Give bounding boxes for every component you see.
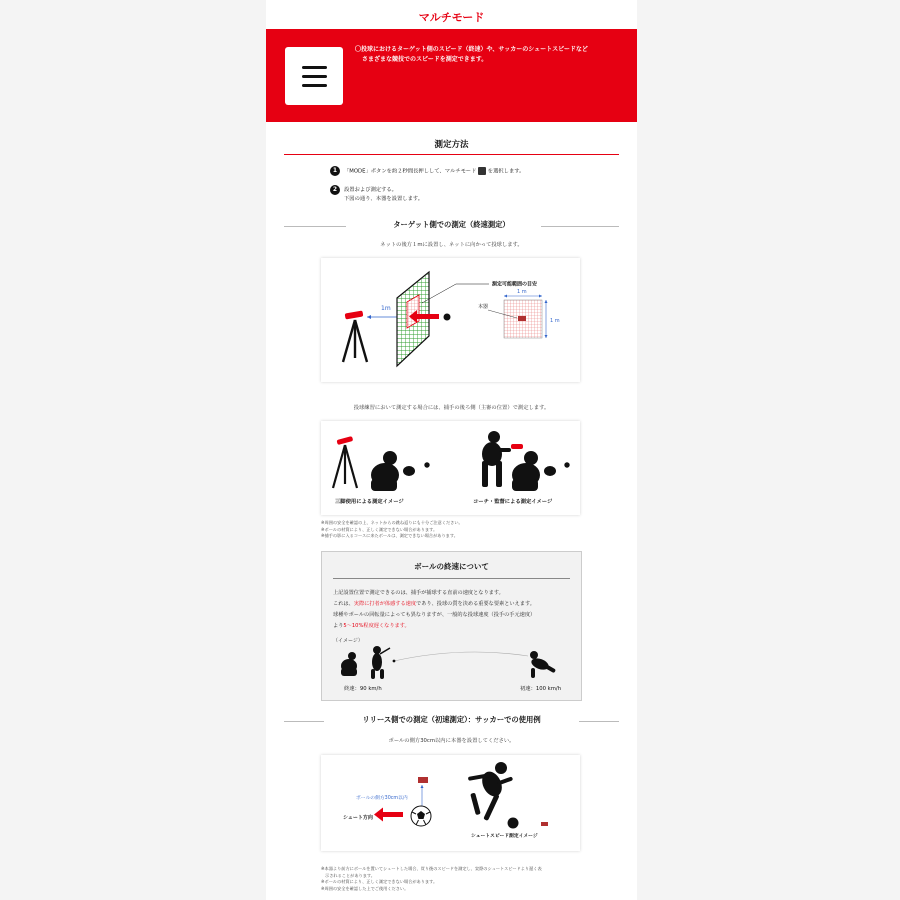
- catcher-icon: [512, 451, 556, 491]
- svg-text:ボールの側方30cm以内: ボールの側方30cm以内: [356, 796, 408, 801]
- method-underline: [284, 154, 619, 155]
- step-1: 1 「MODE」ボタンを約２秒間長押しして、マルチモード を選択します。: [344, 167, 524, 177]
- tripod-icon: [343, 310, 367, 362]
- soccer-ball-icon: [411, 806, 431, 826]
- release-cautions: ※本器より前方にボールを置いてシュートした場合、買り後のスピードを測定し、実際のシュートスピードより遅く表 示されることがあります。 ※ボールの材質により、正しく測定できない場合があります。 ※周囲の安全を確認した上でご使用ください。: [321, 866, 542, 891]
- svg-text:三脚使用による測定イメージ: 三脚使用による測定イメージ: [335, 499, 404, 505]
- svg-text:シュート方向: シュート方向: [343, 815, 373, 821]
- ball-icon: [508, 818, 519, 829]
- release-note: ボールの側方30cm以内に本器を設置してください。: [388, 738, 515, 744]
- coach-icon: [482, 431, 511, 487]
- multi-mode-small-icon: [478, 167, 486, 175]
- svg-text:コーチ・監督による測定イメージ: コーチ・監督による測定イメージ: [473, 499, 553, 505]
- target-cautions: ※周囲の安全を確認の上、ネットからの跳ね返りにも十分ご注意ください。 ※ボールの材質により、正しく測定できない場合があります。 ※捕手の影に入るコースに来たボールは、測定できない場合があります。: [321, 520, 463, 538]
- catcher-icon: [371, 451, 415, 491]
- ball-icon: [424, 462, 429, 467]
- direction-arrow-icon: [374, 808, 383, 822]
- release-section-heading: リリース側での測定（初速測定）：サッカーでの使用例: [284, 715, 619, 727]
- device-icon: [541, 822, 548, 826]
- mode-description: 〇投球におけるターゲット側のスピード（終速）や、サッカーのシュートスピードなど さまざまな競技でのスピードを測定できます。: [355, 46, 588, 63]
- target-note-2: 投球練習において測定する場合には、捕手の後ろ側（主審の位置）で測定します。: [353, 405, 550, 411]
- svg-text:測定可能範囲の目安: 測定可能範囲の目安: [492, 281, 538, 288]
- device-icon: [418, 777, 428, 783]
- ball-icon: [444, 314, 451, 321]
- svg-text:本器: 本器: [478, 304, 489, 310]
- multi-mode-icon: [285, 47, 343, 105]
- step-2: 2 設置および測定する。 下図の通り、本器を設置します。: [344, 186, 423, 204]
- target-note: ネットの後方１mに設置し、ネットに向かって投球します。: [380, 242, 523, 248]
- ball-trajectory: [394, 652, 528, 661]
- svg-text:シュートスピード測定イメージ: シュートスピード測定イメージ: [471, 834, 538, 839]
- catcher-batter-icon: [341, 646, 390, 679]
- catcher-setup-figure: [321, 421, 580, 515]
- method-title: 測定方法: [434, 140, 469, 150]
- svg-text:1 m: 1 m: [517, 289, 527, 295]
- tripod-icon: [333, 436, 357, 488]
- panel-body: 上記設置位置で測定できるのは、捕手が捕球する直前の速度となります。 これは、実際に打者が体感する速度であり、投球の質を決める重要な要素といえます。 球種やボールの回転量によっても異なりますが、一般的な投球速度（投手の手元速度） より5～10%程度遅くなります。: [333, 590, 536, 629]
- final-speed-panel: [321, 551, 582, 701]
- mode-banner: [266, 31, 637, 122]
- final-speed-label: 終速：90 km/h: [344, 686, 382, 692]
- soccer-setup-figure: [321, 755, 580, 851]
- panel-title: ボールの終速について: [414, 562, 489, 571]
- net-setup-figure: [321, 258, 580, 382]
- image-label: （イメージ）: [333, 638, 363, 644]
- initial-speed-label: 初速：100 km/h: [520, 686, 562, 692]
- step-number-2: 2: [330, 185, 340, 195]
- distance-label: 1m: [381, 305, 391, 312]
- target-section-heading: ターゲット側での測定（終速測定）: [284, 220, 619, 232]
- soccer-player-icon: [468, 762, 513, 821]
- page-title: マルチモード: [418, 11, 485, 24]
- product-page: [266, 0, 637, 900]
- step-number-1: 1: [330, 166, 340, 176]
- ball-icon: [564, 462, 569, 467]
- pitcher-icon: [530, 651, 556, 678]
- svg-text:1 m: 1 m: [550, 318, 560, 324]
